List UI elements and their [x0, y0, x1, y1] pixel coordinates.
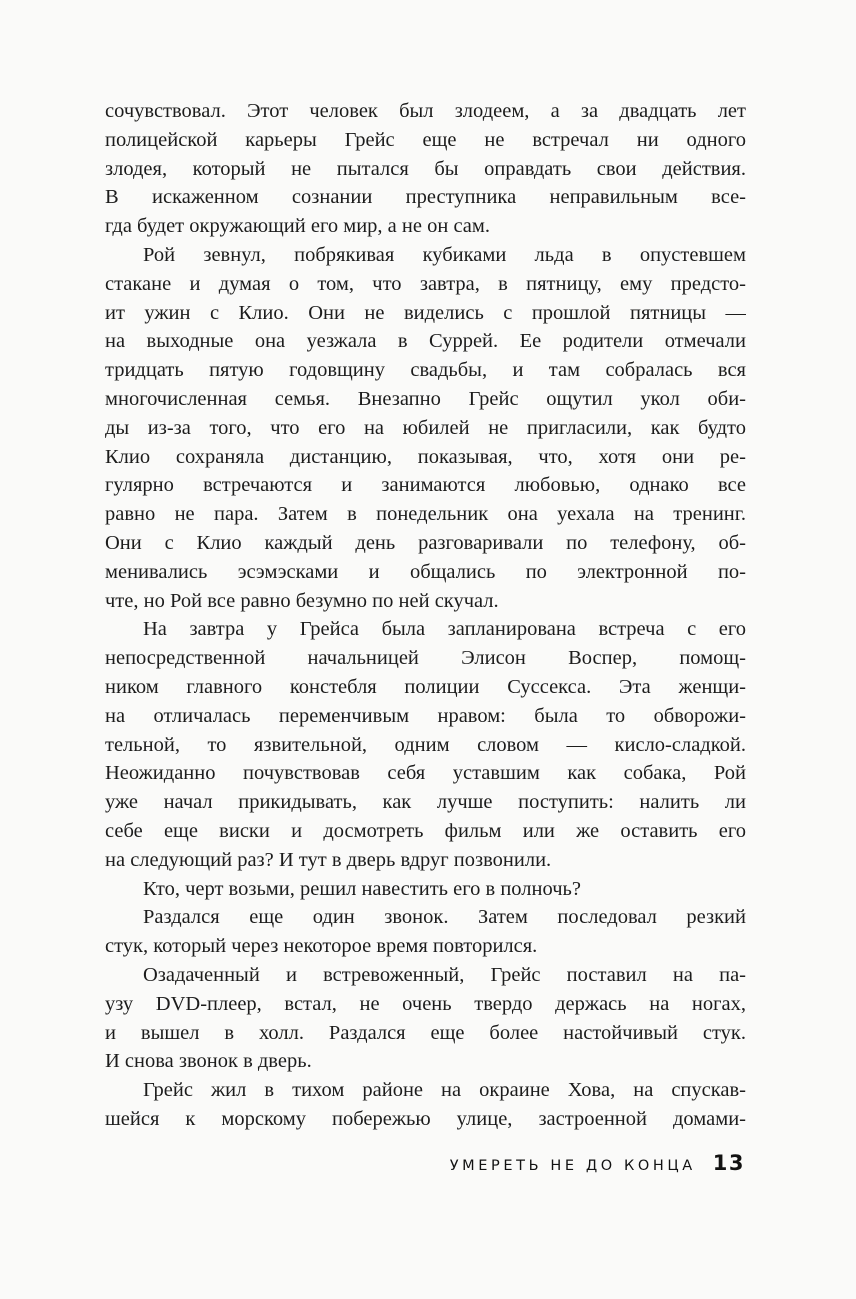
text-line: Грейс жил в тихом районе на окраине Хова, на спускав-: [143, 1079, 746, 1102]
text-line: ды из-за того, что его на юбилей не пригласили, как будто: [105, 416, 746, 439]
text-line: многочисленная семья. Внезапно Грейс ощутил укол оби-: [105, 387, 746, 410]
text-line: тельной, то язвительной, одним словом — кисло-сладкой.: [105, 733, 746, 756]
text-line: ником главного констебля полиции Суссекса. Эта женщи-: [105, 675, 746, 698]
text-line: стук, который через некоторое время повторился.: [105, 935, 538, 958]
text-line: непосредственной начальницей Элисон Воспер, помощ-: [105, 647, 746, 670]
text-line: В искаженном сознании преступника неправильным все-: [105, 186, 746, 209]
text-line: стакане и думая о том, что завтра, в пятницу, ему предсто-: [105, 272, 746, 295]
text-line: равно не пара. Затем в понедельник она уехала на тренинг.: [105, 503, 746, 526]
text-line: менивались эсэмэсками и общались по электронной по-: [105, 560, 746, 583]
text-line: злодея, который не пытался бы оправдать свои действия.: [105, 157, 746, 180]
text-line: полицейской карьеры Грейс еще не встречал ни одного: [105, 128, 746, 151]
text-line: на отличалась переменчивым нравом: была то обворожи-: [105, 704, 746, 727]
text-block: [105, 97, 746, 1134]
text-line: Неожиданно почувствовав себя уставшим как собака, Рой: [105, 762, 746, 785]
text-line: Кто, черт возьми, решил навестить его в полночь?: [143, 877, 581, 900]
text-line: сочувствовал. Этот человек был злодеем, а за двадцать лет: [105, 100, 746, 122]
running-title: УМЕРЕТЬ НЕ ДО КОНЦА: [449, 1158, 696, 1174]
text-line: гда будет окружающий его мир, а не он сам.: [105, 215, 490, 238]
text-line: ит ужин с Клио. Они не виделись с прошлой пятницы —: [105, 301, 746, 324]
text-line: тридцать пятую годовщину свадьбы, и там собралась вся: [105, 359, 746, 382]
text-line: узу DVD-плеер, встал, не очень твердо держась на ногах,: [105, 992, 746, 1015]
text-line: Рой зевнул, побрякивая кубиками льда в опустевшем: [143, 243, 746, 266]
text-line: уже начал прикидывать, как лучше поступить: налить ли: [105, 791, 746, 814]
page-number: 13: [712, 1151, 745, 1175]
text-line: Они с Клио каждый день разговаривали по телефону, об-: [105, 531, 746, 554]
text-line: Озадаченный и встревоженный, Грейс поставил на па-: [143, 963, 746, 986]
text-line: Клио сохраняла дистанцию, показывая, что, хотя они ре-: [105, 445, 746, 468]
text-line: себе еще виски и досмотреть фильм или же оставить его: [105, 819, 746, 842]
text-line: на следующий раз? И тут в дверь вдруг позвонили.: [105, 848, 552, 871]
text-line: На завтра у Грейса была запланирована встреча с его: [143, 618, 746, 641]
text-line: Раздался еще один звонок. Затем последовал резкий: [143, 906, 746, 929]
text-line: на выходные она уезжала в Суррей. Ее родители отмечали: [105, 330, 746, 353]
text-line: гулярно встречаются и занимаются любовью, однако все: [105, 474, 746, 497]
text-line: и вышел в холл. Раздался еще более настойчивый стук.: [105, 1021, 746, 1044]
text-line: чте, но Рой все равно безумно по ней скучал.: [105, 589, 499, 612]
page-footer: [450, 1151, 745, 1175]
text-line: И снова звонок в дверь.: [105, 1050, 312, 1073]
text-line: шейся к морскому побережью улице, застроенной домами-: [105, 1107, 746, 1130]
